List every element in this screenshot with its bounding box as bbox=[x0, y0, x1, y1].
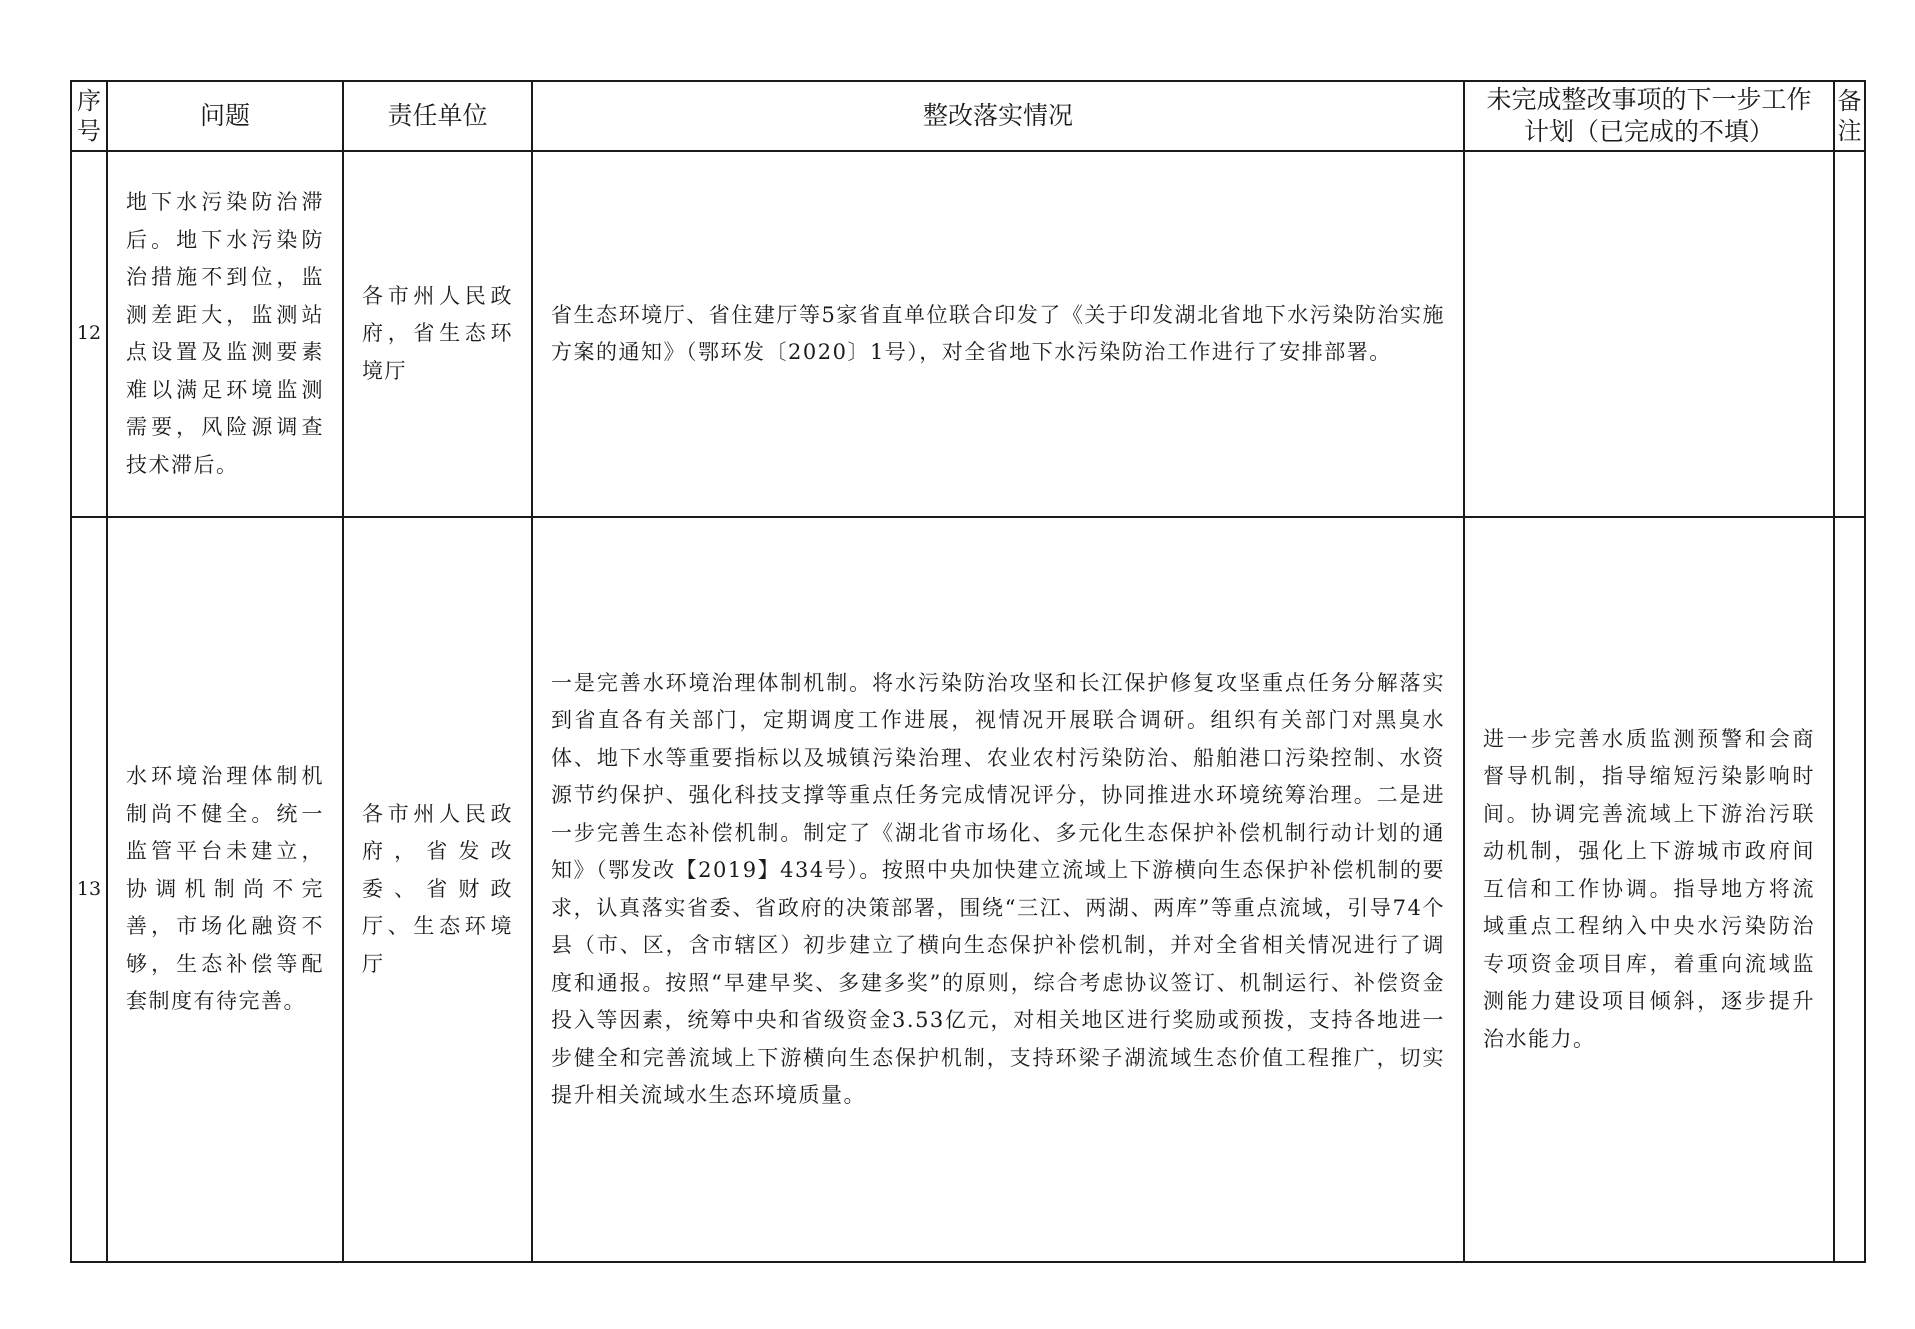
header-plan-line2: 计划（已完成的不填） bbox=[1523, 117, 1774, 146]
header-seq bbox=[71, 81, 107, 151]
row-note bbox=[1834, 151, 1865, 517]
header-unit: 责任单位 bbox=[343, 81, 532, 151]
row-plan: 进一步完善水质监测预警和会商督导机制，指导缩短污染影响时间。协调完善流域上下游治污联动机制，强化上下游城市政府间互信和工作协调。指导地方将流域重点工程纳入中央水污染防治专项资金项目库，着重向流域监测能力建设项目倾斜，逐步提升治水能力。 bbox=[1464, 517, 1834, 1262]
header-note bbox=[1834, 81, 1865, 151]
table-row bbox=[71, 151, 1865, 517]
header-row bbox=[71, 81, 1865, 151]
header-seq-line1: 序 bbox=[77, 87, 101, 115]
row-seq: 13 bbox=[71, 517, 107, 1262]
header-seq-line2: 号 bbox=[77, 117, 101, 145]
table-row bbox=[71, 517, 1865, 1262]
header-plan bbox=[1464, 81, 1834, 151]
header-note-line1: 备 bbox=[1837, 87, 1862, 115]
row-unit: 各市州人民政府，省生态环境厅 bbox=[343, 151, 532, 517]
row-note bbox=[1834, 517, 1865, 1262]
header-problem: 问题 bbox=[107, 81, 343, 151]
rectification-table bbox=[70, 80, 1866, 1263]
row-problem: 地下水污染防治滞后。地下水污染防治措施不到位，监测差距大，监测站点设置及监测要素难以满足环境监测需要，风险源调查技术滞后。 bbox=[107, 151, 343, 517]
row-seq: 12 bbox=[71, 151, 107, 517]
header-status: 整改落实情况 bbox=[532, 81, 1464, 151]
row-plan bbox=[1464, 151, 1834, 517]
header-plan-line1: 未完成整改事项的下一步工作 bbox=[1486, 85, 1812, 114]
row-status: 省生态环境厅、省住建厅等5家省直单位联合印发了《关于印发湖北省地下水污染防治实施方案的通知》（鄂环发〔2020〕1号），对全省地下水污染防治工作进行了安排部署。 bbox=[532, 151, 1464, 517]
row-unit: 各市州人民政府，省发改委、省财政厅、生态环境厅 bbox=[343, 517, 532, 1262]
row-status: 一是完善水环境治理体制机制。将水污染防治攻坚和长江保护修复攻坚重点任务分解落实到省直各有关部门，定期调度工作进展，视情况开展联合调研。组织有关部门对黑臭水体、地下水等重要指标以及城镇污染治理、农业农村污染防治、船舶港口污染控制、水资源节约保护、强化科技支撑等重点任务完成情况评分，协同推进水环境统筹治理。二是进一步完善生态补偿机制。制定了《湖北省市场化、多元化生态保护补偿机制行动计划的通知》（鄂发改【2019】434号）。按照中央加快建立流域上下游横向生态保护补偿机制的要求，认真落实省委、省政府的决策部署，围绕“三江、两湖、两库”等重点流域，引导74个县（市、区，含市辖区）初步建立了横向生态保护补偿机制，并对全省相关情况进行了调度和通报。按照“早建早奖、多建多奖”的原则，综合考虑协议签订、机制运行、补偿资金投入等因素，统筹中央和省级资金3.53亿元，对相关地区进行奖励或预拨，支持各地进一步健全和完善流域上下游横向生态保护机制，支持环梁子湖流域生态价值工程推广，切实提升相关流域水生态环境质量。 bbox=[532, 517, 1464, 1262]
row-problem: 水环境治理体制机制尚不健全。统一监管平台未建立，协调机制尚不完善，市场化融资不够，生态补偿等配套制度有待完善。 bbox=[107, 517, 343, 1262]
header-note-line2: 注 bbox=[1837, 117, 1862, 145]
